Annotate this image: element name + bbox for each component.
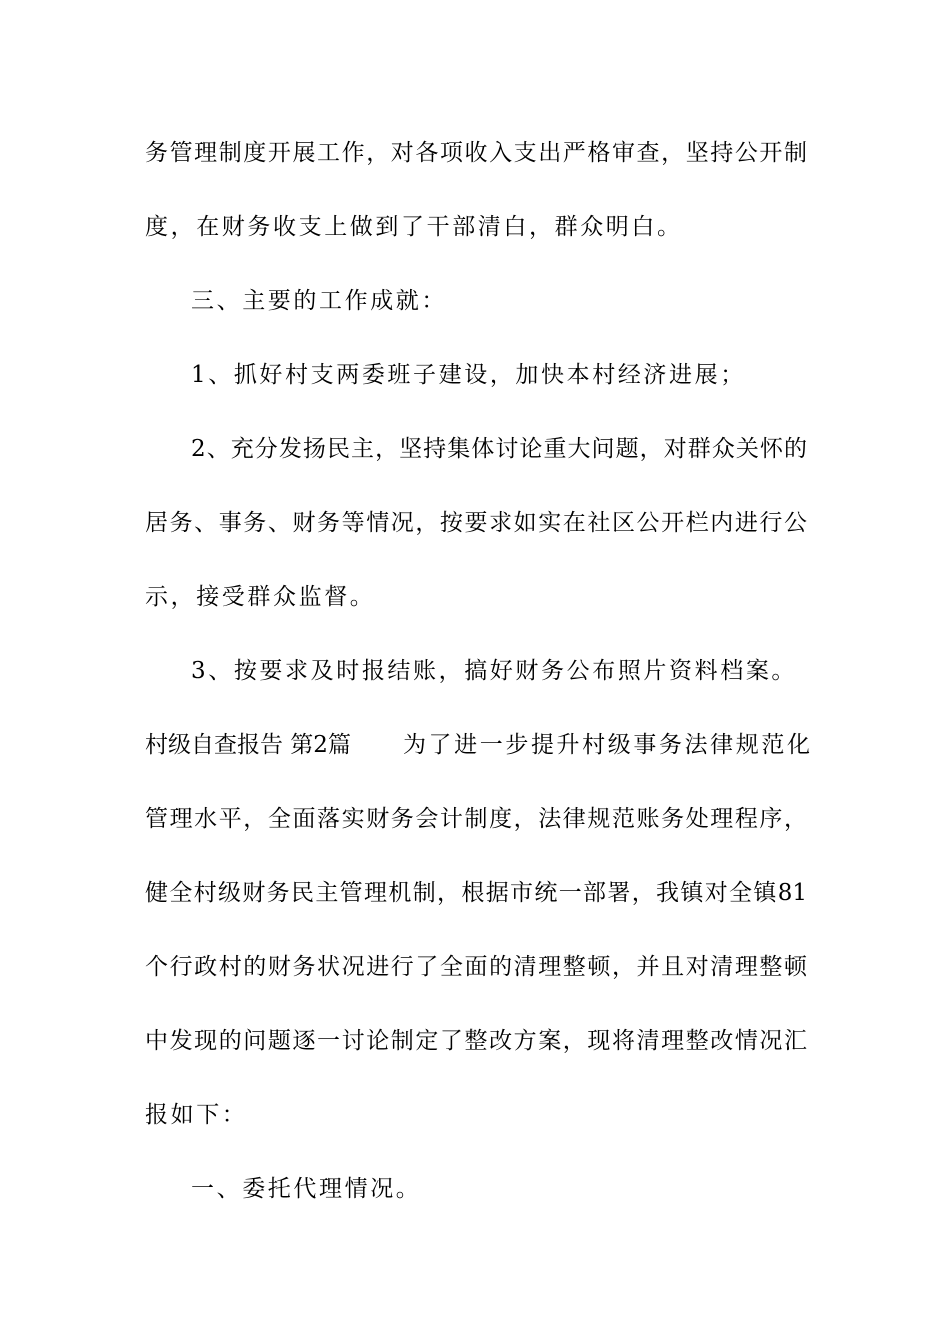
report-title-line xyxy=(145,725,813,765)
text-line: 个行政村的财务状况进行了全面的清理整顿，并且对清理整顿 xyxy=(145,954,807,980)
text-line: 示，接受群众监督。 xyxy=(145,584,376,610)
list-item: 1、抓好村支两委班子建设，加快本村经济进展； xyxy=(191,362,746,388)
text-line: 健全村级财务民主管理机制，根据市统一部署，我镇对全镇81 xyxy=(145,880,807,906)
list-item: 3、按要求及时报结账，搞好财务公布照片资料档案。 xyxy=(191,658,798,684)
text-line: 报如下： xyxy=(145,1102,248,1128)
text-line: 中发现的问题逐一讨论制定了整改方案，现将清理整改情况汇 xyxy=(145,1028,807,1054)
text-line-start: 为了进一步提升村级事务法律规范化 xyxy=(402,732,813,758)
text-line: 务管理制度开展工作，对各项收入支出严格审查，坚持公开制 xyxy=(145,140,807,166)
section-heading: 一、委托代理情况。 xyxy=(191,1176,422,1202)
text-line: 度，在财务收支上做到了干部清白，群众明白。 xyxy=(145,214,683,240)
list-item: 2、充分发扬民主，坚持集体讨论重大问题，对群众关怀的 xyxy=(191,436,807,462)
report-title: 村级自查报告 第2篇 xyxy=(145,732,351,758)
text-line: 居务、事务、财务等情况，按要求如实在社区公开栏内进行公 xyxy=(145,510,807,536)
text-line: 管理水平，全面落实财务会计制度，法律规范账务处理程序， xyxy=(145,806,807,832)
section-heading: 三、主要的工作成就： xyxy=(191,288,447,314)
